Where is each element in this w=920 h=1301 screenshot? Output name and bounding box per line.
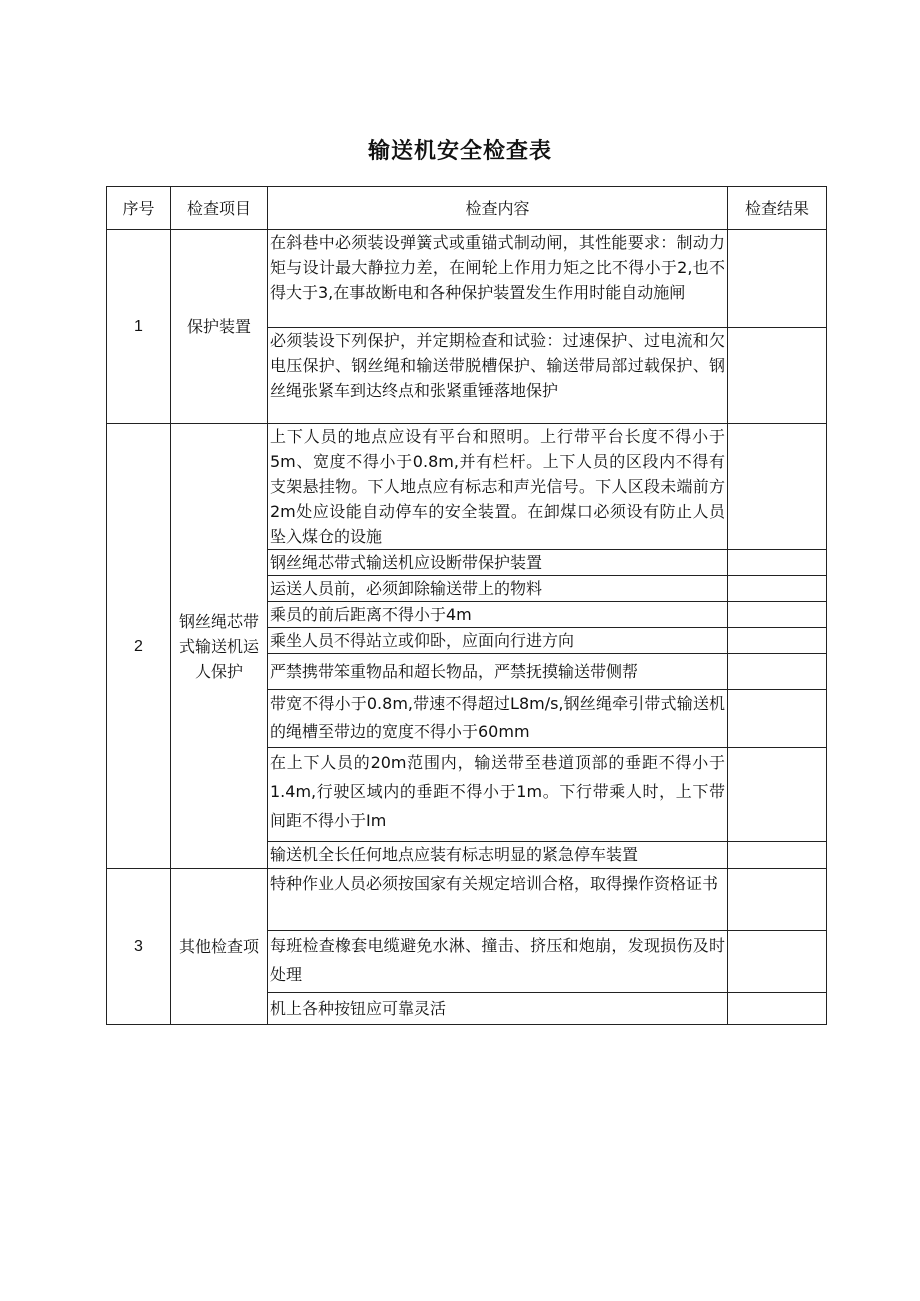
page-title: 输送机安全检查表 xyxy=(367,139,552,164)
section-item: 其他检查项 xyxy=(171,869,268,1025)
table-row xyxy=(107,424,827,550)
header-row xyxy=(107,187,827,230)
check-result[interactable] xyxy=(728,550,827,576)
section-item: 保护装置 xyxy=(171,230,268,424)
check-result[interactable] xyxy=(728,576,827,602)
check-result[interactable] xyxy=(728,602,827,628)
check-content: 乘员的前后距离不得小于4m xyxy=(268,602,728,628)
check-content: 在上下人员的20m范围内，输送带至巷道顶部的垂距不得小于1.4m,行驶区域内的垂距不得小于1m。下行带乘人时，上下带间距不得小于Im xyxy=(268,748,728,842)
header-content: 检查内容 xyxy=(268,187,728,230)
check-result[interactable] xyxy=(728,328,827,424)
check-content: 带宽不得小于0.8m,带速不得超过L8m∕s,钢丝绳牵引带式输送机的绳槽至带边的宽度不得小于60mm xyxy=(268,690,728,748)
check-content: 必须装设下列保护，并定期检查和试验：过速保护、过电流和欠电压保护、钢丝绳和输送带脱槽保护、输送带局部过载保护、钢丝绳张紧车到达终点和张紧重锤落地保护 xyxy=(268,328,728,424)
check-content: 运送人员前，必须卸除输送带上的物料 xyxy=(268,576,728,602)
section-number: 2 xyxy=(107,424,171,869)
check-content: 严禁携带笨重物品和超长物品，严禁抚摸输送带侧帮 xyxy=(268,654,728,690)
checklist-table xyxy=(106,186,827,1025)
check-content: 每班检查橡套电缆避免水淋、撞击、挤压和炮崩，发现损伤及时处理 xyxy=(268,931,728,993)
check-result[interactable] xyxy=(728,869,827,931)
check-content: 机上各种按钮应可靠灵活 xyxy=(268,993,728,1025)
section-number: 3 xyxy=(107,869,171,1025)
check-content: 上下人员的地点应设有平台和照明。上行带平台长度不得小于5m、宽度不得小于0.8m,并有栏杆。上下人员的区段内不得有支架悬挂物。下人地点应有标志和声光信号。下人区段未端前方2m处应设能自动停车的安全装置。在卸煤口必须设有防止人员坠入煤仓的设施 xyxy=(268,424,728,550)
section-number: 1 xyxy=(107,230,171,424)
check-result[interactable] xyxy=(728,654,827,690)
header-item: 检查项目 xyxy=(171,187,268,230)
check-result[interactable] xyxy=(728,424,827,550)
check-result[interactable] xyxy=(728,230,827,328)
check-content: 输送机全长任何地点应装有标志明显的紧急停车装置 xyxy=(268,842,728,869)
check-content: 钢丝绳芯带式输送机应设断带保护装置 xyxy=(268,550,728,576)
section-item: 钢丝绳芯带式输送机运人保护 xyxy=(171,424,268,869)
header-num: 序号 xyxy=(107,187,171,230)
table-row xyxy=(107,230,827,328)
check-result[interactable] xyxy=(728,931,827,993)
check-content: 特种作业人员必须按国家有关规定培训合格，取得操作资格证书 xyxy=(268,869,728,931)
check-result[interactable] xyxy=(728,690,827,748)
check-content: 在斜巷中必须装设弹簧式或重锚式制动闸，其性能要求：制动力矩与设计最大静拉力差，在闸轮上作用力矩之比不得小于2,也不得大于3,在事故断电和各种保护装置发生作用时能自动施闸 xyxy=(268,230,728,328)
table-row xyxy=(107,869,827,931)
check-result[interactable] xyxy=(728,842,827,869)
check-result[interactable] xyxy=(728,628,827,654)
header-result: 检查结果 xyxy=(728,187,827,230)
check-content: 乘坐人员不得站立或仰卧，应面向行进方向 xyxy=(268,628,728,654)
check-result[interactable] xyxy=(728,748,827,842)
check-result[interactable] xyxy=(728,993,827,1025)
